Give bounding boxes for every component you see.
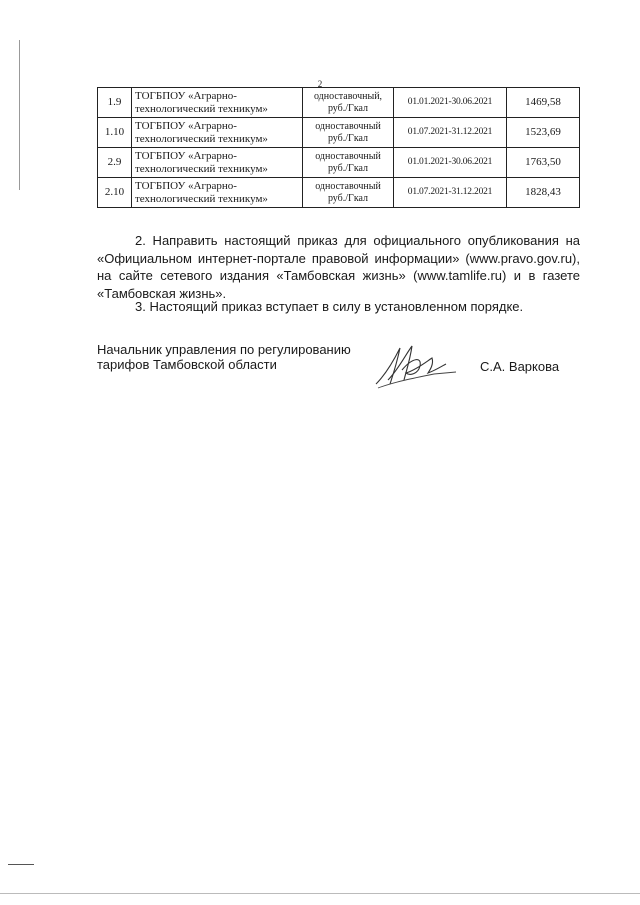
organization-cell	[132, 88, 303, 118]
row-number-cell: 1.10	[98, 118, 132, 148]
tariff-unit-line: руб./Гкал	[327, 192, 369, 204]
paragraph-effective: 3. Настоящий приказ вступает в силу в установленном порядке.	[135, 299, 524, 314]
tariff-type-line: одноставочный	[315, 180, 381, 192]
organization-line: технологический техникум»	[135, 162, 268, 175]
tariff-type-line: одноставочный	[315, 120, 381, 132]
organization-line: ТОГБПОУ «Аграрно-	[135, 179, 237, 192]
row-number-cell: 2.10	[98, 178, 132, 208]
tariff-type-cell	[303, 88, 394, 118]
tariff-value-cell: 1469,58	[507, 88, 580, 118]
handwritten-signature	[370, 340, 460, 392]
tariff-unit-line: руб./Гкал	[327, 132, 369, 144]
organization-cell	[132, 118, 303, 148]
scan-artifact	[8, 864, 34, 865]
table-row	[98, 118, 580, 148]
period-cell: 01.07.2021-31.12.2021	[394, 178, 507, 208]
tariff-unit-line: руб./Гкал	[327, 162, 369, 174]
organization-line: технологический техникум»	[135, 192, 268, 205]
period-cell: 01.07.2021-31.12.2021	[394, 118, 507, 148]
period-cell: 01.01.2021-30.06.2021	[394, 148, 507, 178]
organization-line: ТОГБПОУ «Аграрно-	[135, 149, 237, 162]
page-number: 2	[317, 79, 323, 89]
signer-position-line: Начальник управления по регулированию	[97, 342, 351, 357]
table-row	[98, 88, 580, 118]
period-cell: 01.01.2021-30.06.2021	[394, 88, 507, 118]
organization-cell	[132, 178, 303, 208]
organization-line: технологический техникум»	[135, 102, 268, 115]
signer-position	[97, 342, 351, 372]
tariff-value-cell: 1523,69	[507, 118, 580, 148]
signer-position-line: тарифов Тамбовской области	[97, 357, 277, 372]
tariff-value-cell: 1763,50	[507, 148, 580, 178]
paragraph-publication: 2. Направить настоящий приказ для официального опубликования на «Официальном интернет-портале правовой информации» (www.pravo.gov.ru), на сайте сетевого издания «Тамбовская жизнь» (www.tamlife.ru) и в газете «Тамбовская жизнь».	[97, 233, 580, 301]
tariff-table	[97, 87, 580, 208]
organization-line: ТОГБПОУ «Аграрно-	[135, 119, 237, 132]
row-number-cell: 2.9	[98, 148, 132, 178]
tariff-type-cell	[303, 148, 394, 178]
tariff-unit-line: руб./Гкал	[327, 102, 369, 114]
table-row	[98, 148, 580, 178]
tariff-value-cell: 1828,43	[507, 178, 580, 208]
organization-cell	[132, 148, 303, 178]
organization-line: ТОГБПОУ «Аграрно-	[135, 89, 237, 102]
tariff-type-line: одноставочный	[315, 150, 381, 162]
signer-name: С.А. Варкова	[480, 359, 560, 374]
scan-artifact	[19, 40, 20, 190]
organization-line: технологический техникум»	[135, 132, 268, 145]
table-row	[98, 178, 580, 208]
row-number-cell: 1.9	[98, 88, 132, 118]
tariff-type-line: одноставочный,	[313, 90, 383, 102]
scan-artifact	[0, 893, 640, 894]
tariff-type-cell	[303, 118, 394, 148]
tariff-type-cell	[303, 178, 394, 208]
